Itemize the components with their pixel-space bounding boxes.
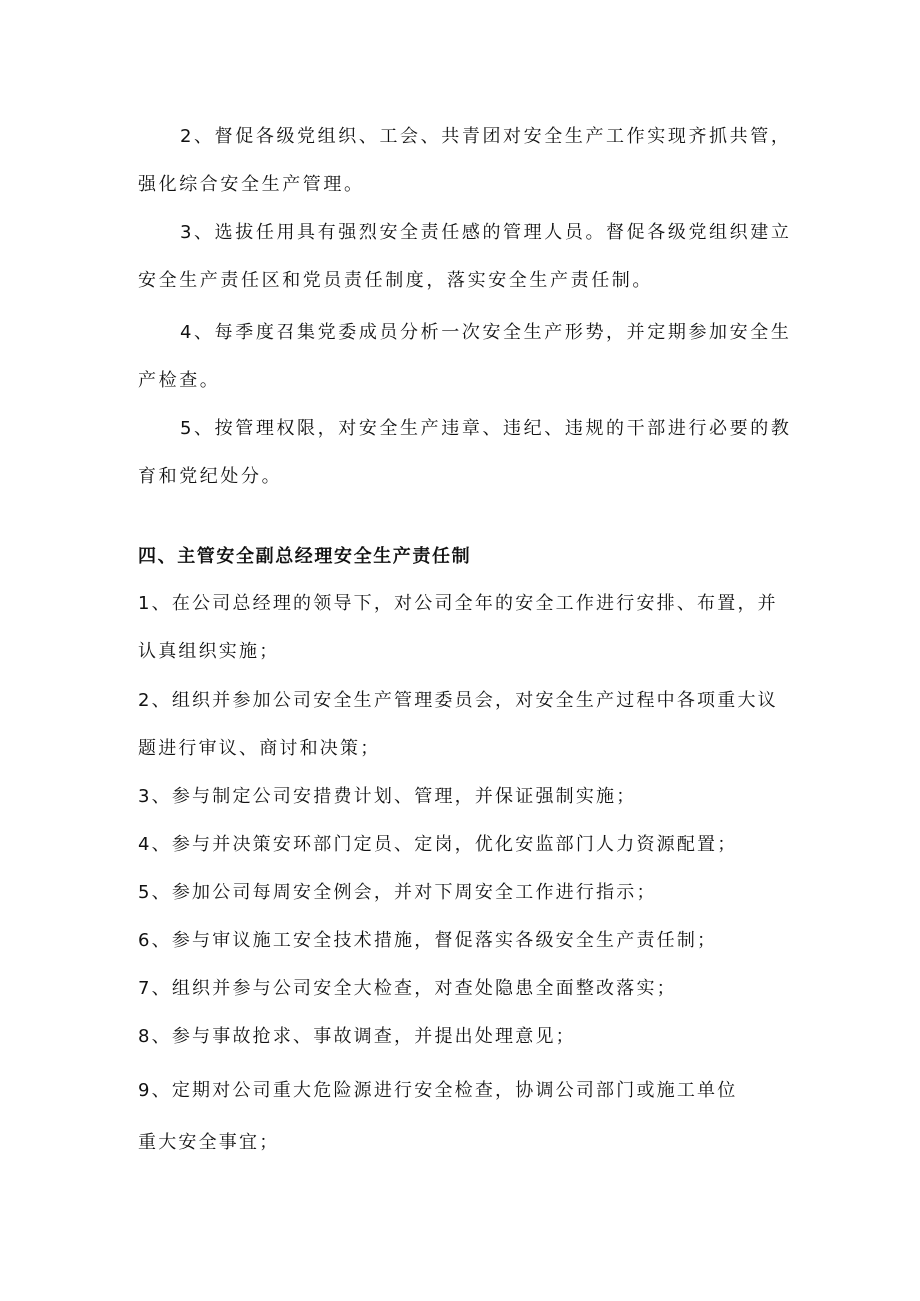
list-item-line: 3、参与制定公司安措费计划、管理，并保证强制实施； <box>138 786 637 807</box>
paragraph-line: 产检查。 <box>138 370 221 391</box>
list-item-line: 1、在公司总经理的领导下，对公司全年的安全工作进行安排、布置，并 <box>138 593 778 614</box>
list-item-line: 9、定期对公司重大危险源进行安全检查，协调公司部门或施工单位 <box>138 1080 738 1101</box>
section-heading: 四、主管安全副总经理安全生产责任制 <box>138 546 472 567</box>
paragraph-line: 育和党纪处分。 <box>138 466 283 487</box>
list-item-line: 认真组织实施； <box>138 641 280 662</box>
paragraph-line: 4、每季度召集党委成员分析一次安全生产形势，并定期参加安全生 <box>180 322 792 343</box>
paragraph-line: 安全生产责任区和党员责任制度，落实安全生产责任制。 <box>138 270 653 291</box>
list-item-line: 题进行审议、商讨和决策； <box>138 738 381 759</box>
paragraph-line: 强化综合安全生产管理。 <box>138 174 365 195</box>
list-item-line: 4、参与并决策安环部门定员、定岗，优化安监部门人力资源配置； <box>138 834 738 855</box>
list-item-line: 6、参与审议施工安全技术措施，督促落实各级安全生产责任制； <box>138 930 718 951</box>
list-item-line: 7、组织并参与公司安全大检查，对查处隐患全面整改落实； <box>138 978 677 999</box>
paragraph-line: 5、按管理权限，对安全生产违章、违纪、违规的干部进行必要的教 <box>180 418 792 439</box>
list-item-line: 8、参与事故抢求、事故调查，并提出处理意见； <box>138 1026 576 1047</box>
list-item-line: 重大安全事宜； <box>138 1132 280 1153</box>
paragraph-line: 2、督促各级党组织、工会、共青团对安全生产工作实现齐抓共管， <box>180 126 792 147</box>
list-item-line: 5、参加公司每周安全例会，并对下周安全工作进行指示； <box>138 882 657 903</box>
list-item-line: 2、组织并参加公司安全生产管理委员会，对安全生产过程中各项重大议 <box>138 690 778 711</box>
paragraph-line: 3、选拔任用具有强烈安全责任感的管理人员。督促各级党组织建立 <box>180 222 792 243</box>
